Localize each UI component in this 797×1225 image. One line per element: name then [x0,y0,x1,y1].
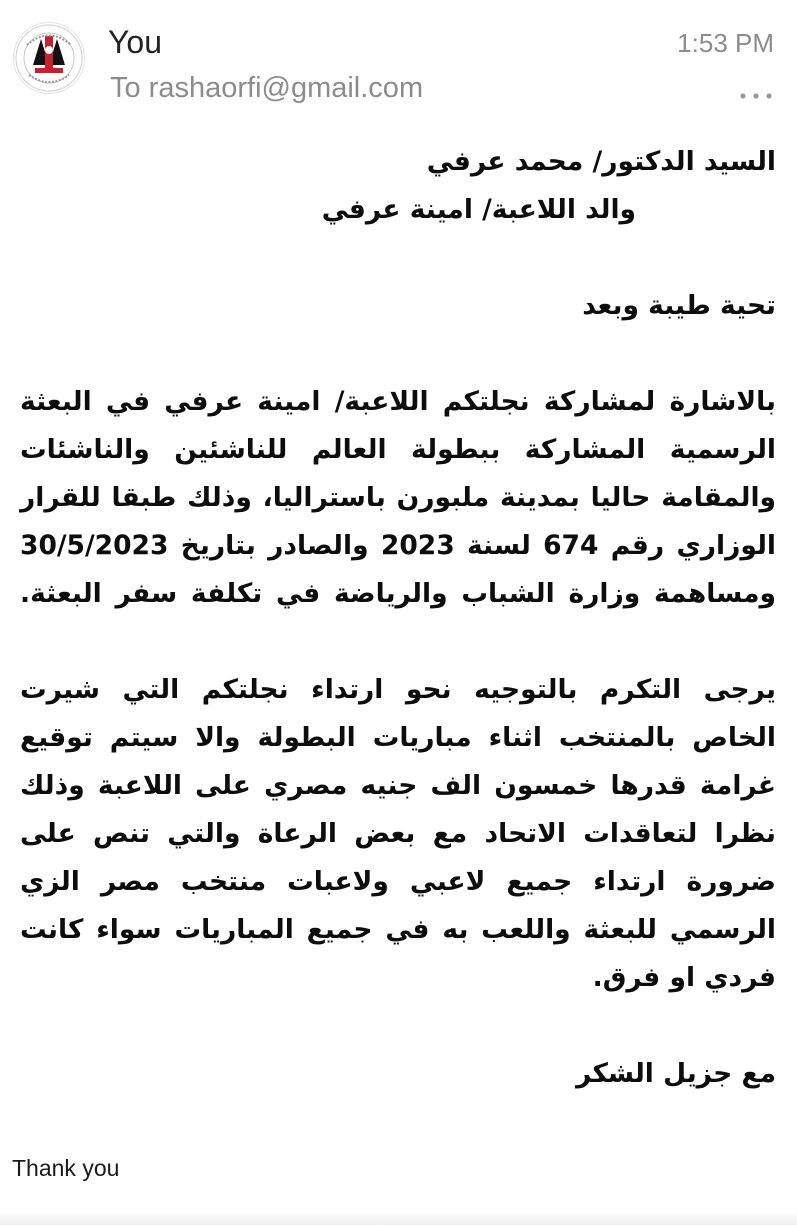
closing: مع جزيل الشكر [575,1058,776,1089]
salutation-line-2: والد اللاعبة/ امينة عرفي [321,194,636,225]
ellipsis-icon-graphic [738,91,774,101]
paragraph-2-line: فردي او فرق. [592,962,776,993]
paragraph-1 [20,378,776,618]
paragraph-2 [20,666,776,1002]
paragraph-1-line: الوزاري رقم 674 لسنة 2023 والصادر بتاريخ 30/5/2023 [20,530,777,561]
paragraph-2-line: غرامة قدرها خمسون الف جنيه مصري على اللاعبة وذلك [20,770,776,801]
email-header [0,0,797,130]
greeting: تحية طيبة وبعد [582,290,776,321]
ellipsis-icon[interactable] [738,86,774,96]
paragraph-1-line: والمقامة حاليا بمدينة ملبورن باستراليا، وذلك طبقا للقرار [20,482,776,513]
paragraph-2-line: ضرورة ارتداء جميع لاعبي ولاعبات منتخب مصر الزي [20,866,776,897]
spacer [20,618,776,666]
spacer [20,1002,776,1050]
paragraph-2-line: الرسمي للبعثة واللعب به في جميع المباريات سواء كانت [20,914,776,945]
divider [0,1213,797,1225]
paragraph-1-line: ومساهمة وزارة الشباب والرياضة في تكلفة سفر البعثة. [20,578,776,609]
paragraph-1-line: الرسمية المشاركة ببطولة العالم للناشئين والناشئات [20,434,776,465]
spacer [20,330,776,378]
sent-time: 1:53 PM [677,28,774,58]
letter-body [20,138,776,1098]
paragraph-2-line: الخاص بالمنتخب اثناء مباريات البطولة والا سيتم توقيع [20,722,776,753]
recipient-address[interactable]: To rashaorfi@gmail.com [110,72,424,104]
paragraph-2-line: نظرا لتعاقدات الاتحاد مع بعض الرعاة والتي تنص على [20,818,776,849]
paragraph-1-line: بالاشارة لمشاركة نجلتكم اللاعبة/ امينة عرفي في البعثة [20,386,776,417]
spacer [20,234,776,282]
sender-name[interactable]: You [108,24,162,60]
paragraph-2-line: يرجى التكرم بالتوجيه نحو ارتداء نجلتكم التي شيرت [20,674,776,705]
salutation-line-1: السيد الدكتور/ محمد عرفي [426,146,776,177]
avatar-logo-graphic [14,23,84,93]
federation-logo-icon[interactable] [13,22,85,94]
thank-you-text: Thank you [12,1155,120,1181]
